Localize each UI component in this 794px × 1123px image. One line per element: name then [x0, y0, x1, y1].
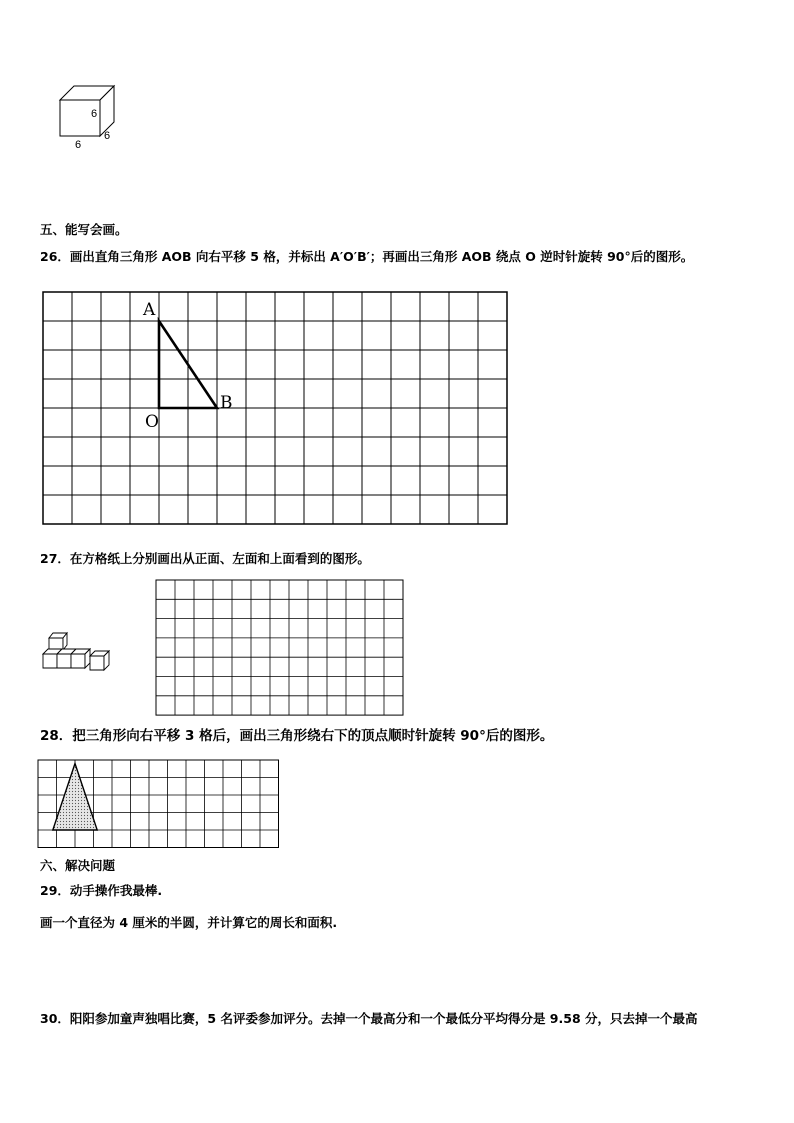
- point-o-label: O: [145, 412, 159, 432]
- grid-q28[interactable]: [38, 760, 279, 848]
- cube-bottom-label: 6: [75, 139, 82, 151]
- question-29-text: 29．动手操作我最棒.: [40, 883, 163, 898]
- question-29-subtext: 画一个直径为 4 厘米的半圆，并计算它的周长和面积.: [40, 915, 338, 930]
- question-27-text: 27．在方格纸上分别画出从正面、左面和上面看到的图形。: [40, 551, 370, 566]
- grid-q27[interactable]: [156, 580, 404, 716]
- cube-figure: [50, 80, 130, 160]
- point-a-label: A: [143, 300, 156, 320]
- section-6-title: 六、解决问题: [40, 858, 116, 873]
- section-5-title: 五、能写会画。: [40, 222, 128, 237]
- grid-q26[interactable]: [43, 292, 509, 525]
- question-28-text: 28．把三角形向右平移 3 格后，画出三角形绕右下的顶点顺时针旋转 90°后的图形。: [40, 728, 554, 744]
- cube-front-label: 6: [91, 108, 98, 120]
- shaded-triangle: [53, 764, 97, 831]
- question-26-text: 26．画出直角三角形 AOB 向右平移 5 格，并标出 A′O′B′；再画出三角形 AOB 绕点 O 逆时针旋转 90°后的图形。: [40, 249, 694, 264]
- question-30-text: 30．阳阳参加童声独唱比赛，5 名评委参加评分。去掉一个最高分和一个最低分平均得分是 9.58 分，只去掉一个最高: [40, 1011, 698, 1026]
- cube-side-label: 6: [104, 130, 111, 142]
- point-b-label: B: [220, 393, 233, 413]
- cube-stack-figure: [40, 630, 130, 675]
